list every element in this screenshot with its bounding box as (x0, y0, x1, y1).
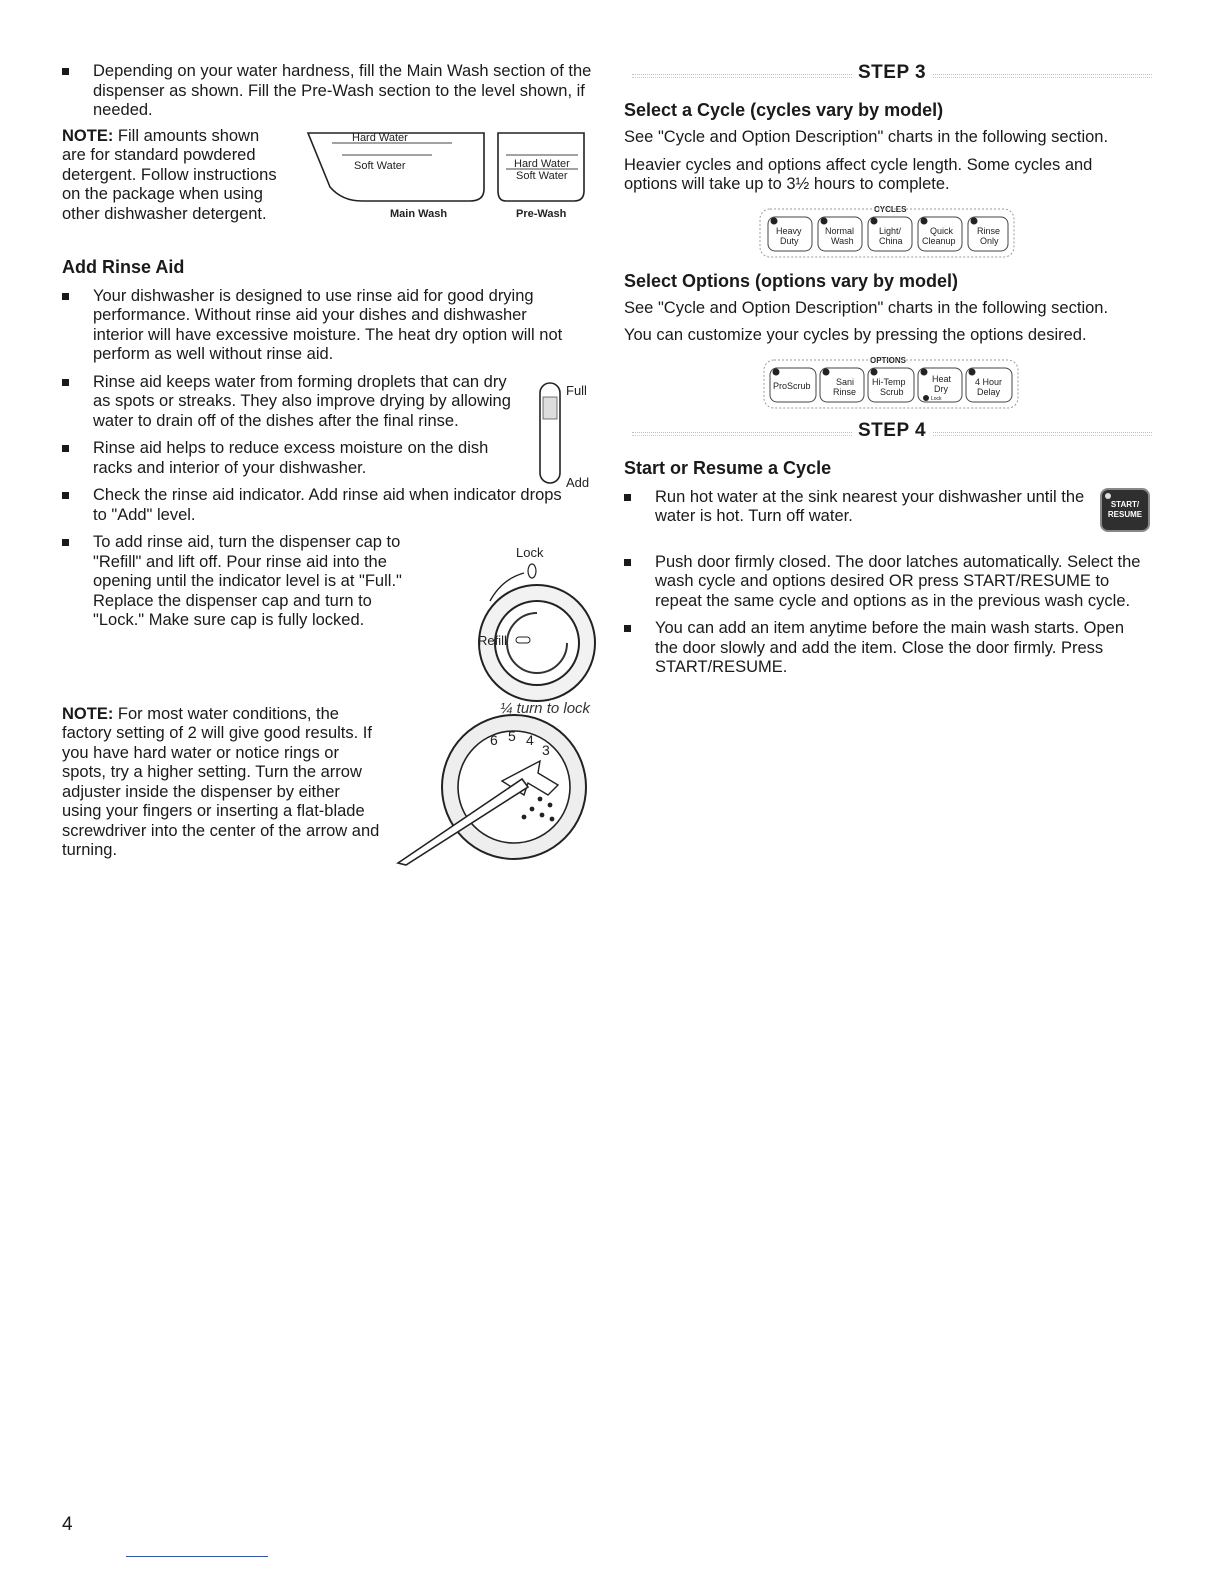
start-led (1105, 493, 1111, 499)
right-column (624, 62, 1164, 686)
options-paragraph: See "Cycle and Option Description" charts in the following section. (624, 298, 1109, 317)
option-led (773, 368, 780, 375)
cycle-button-quick-cleanup[interactable] (918, 217, 962, 251)
start-bullet: Push door firmly closed. The door latches automatically. Select the wash cycle and options desired OR press START/RESUME to repeat the same cycle and options as in the previous wash cycle. (624, 553, 1155, 612)
cycle-label: Normal (825, 225, 855, 236)
start-resume-heading: Start or Resume a Cycle (624, 457, 832, 478)
cycle-button-normal-wash[interactable] (818, 217, 862, 251)
select-cycle-heading: Select a Cycle (cycles vary by model) (624, 100, 944, 120)
fill-note (62, 127, 287, 225)
option-label: Heat (932, 373, 952, 384)
main-soft-label: Soft Water (354, 159, 406, 172)
cycle-paragraph: See "Cycle and Option Description" charts in the following section. (624, 128, 1109, 146)
cycle-button-heavy-duty[interactable] (768, 217, 812, 251)
main-wash-label: Main Wash (390, 207, 448, 219)
cap-caption: ¼ turn to lock (500, 699, 591, 717)
option-label: Hi-Temp (872, 376, 906, 387)
lock-led (923, 395, 929, 401)
rinse-indicator-diagram (532, 375, 596, 495)
start-resume-button[interactable] (1100, 488, 1150, 532)
option-led (823, 368, 830, 375)
cycle-label: Duty (780, 235, 799, 246)
cycle-label: Cleanup (922, 235, 956, 246)
adjust-note (62, 705, 382, 861)
pre-hard-label: Hard Water (514, 157, 570, 170)
option-label: Dry (934, 383, 948, 394)
rinse-bullet: To add rinse aid, turn the dispenser cap to "Refill" and lift off. Pour rinse aid into the opening until the indicator level is at "Full." Replace the dispenser cap and turn to "Lock." Make sure cap is fully locked. (62, 533, 403, 631)
dispenser-cap-diagram (402, 527, 602, 717)
cycles-panel (758, 203, 1018, 259)
option-button-sani-rinse[interactable] (820, 368, 864, 402)
step-3-bar (624, 62, 1164, 88)
fill-note-block (62, 127, 592, 255)
footer-rule (126, 1556, 268, 1557)
cycles-panel-title: CYCLES (874, 204, 907, 214)
left-column (62, 62, 592, 865)
cycle-length-paragraph: Heavier cycles and options affect cycle length. Some cycles and options will take up to 3½ hours to complete. (624, 155, 1093, 193)
cycle-led (921, 217, 928, 224)
cycle-label: Wash (831, 235, 854, 246)
cycle-label: Only (980, 235, 999, 246)
option-button-hi-temp-scrub[interactable] (868, 368, 914, 402)
main-hard-label: Hard Water (352, 131, 408, 144)
options-customize-paragraph: You can customize your cycles by pressing the options desired. (624, 326, 1087, 344)
cap-refill-label: Refill (478, 632, 507, 648)
option-label: Scrub (880, 386, 904, 397)
rinse-aid-heading: Add Rinse Aid (62, 256, 185, 277)
start-bullet: You can add an item anytime before the main wash starts. Open the door slowly and add the item. Close the door firmly. Press START/RESUME. (624, 619, 1145, 678)
lock-indicator (528, 564, 536, 578)
step-3-label: STEP 3 (852, 62, 932, 84)
resume-button-label: RESUME (1107, 509, 1143, 519)
adjust-block (62, 705, 592, 865)
cycle-label: Quick (930, 225, 954, 236)
option-label: Delay (977, 386, 1001, 397)
cycle-led (821, 217, 828, 224)
rinse-bullet: Your dishwasher is designed to use rinse aid for good drying performance. Without rinse aid your dishes and dishwasher interior will have excessive moisture. The heat dry option will not perform as well without rinse aid. (62, 287, 573, 365)
adjust-note-label: NOTE: (62, 704, 114, 723)
cycle-led (871, 217, 878, 224)
option-label: Sani (836, 376, 855, 387)
option-button-heat-dry[interactable] (918, 368, 962, 402)
dial-number: 3 (542, 741, 550, 758)
options-panel (762, 354, 1022, 410)
cycle-led (971, 217, 978, 224)
select-options-heading: Select Options (options vary by model) (624, 270, 959, 291)
fill-note-text: Fill amounts shown are for standard powdered detergent. Follow instructions on the package when using other dishwasher detergent. (62, 126, 277, 223)
rinse-bullet: Rinse aid helps to reduce excess moisture on the dish racks and interior of your dishwasher. (62, 439, 513, 478)
cycle-label: China (879, 235, 903, 246)
fill-note-label: NOTE: (62, 126, 114, 145)
start-bullet: Run hot water at the sink nearest your dishwasher until the water is hot. Turn off water. (624, 488, 1085, 527)
cycle-label: Light/ (879, 225, 902, 236)
fill-bullet: Depending on your water hardness, fill the Main Wash section of the dispenser as shown. Fill the Pre-Wash section to the level shown, if needed. (62, 62, 593, 121)
cap-lock-label: Lock (516, 544, 544, 560)
cycle-button-light-china[interactable] (868, 217, 912, 251)
start-list (624, 488, 1164, 678)
option-label: 4 Hour (975, 376, 1003, 387)
option-label: Rinse (833, 386, 857, 397)
page-number: 4 (62, 1514, 73, 1535)
option-led (969, 368, 976, 375)
indicator-full-label: Full (566, 382, 587, 398)
step-4-bar (624, 420, 1164, 446)
arrow-adjuster-diagram (390, 701, 590, 866)
step-4-label: STEP 4 (852, 420, 932, 442)
cycle-label: Heavy (776, 225, 802, 236)
indicator-add-label: Add (566, 474, 590, 490)
cycle-label: Rinse (977, 225, 1001, 236)
indicator-level (543, 397, 557, 419)
cycle-led (771, 217, 778, 224)
fill-list (62, 62, 592, 121)
option-button-proscrub[interactable] (770, 368, 816, 402)
option-button-4-hour-delay[interactable] (966, 368, 1012, 402)
start-button-label: START/ (1110, 499, 1140, 509)
rinse-bullet: Rinse aid keeps water from forming droplets that can dry as spots or streaks. They also improve drying by allowing water to drain off of the dishes after the final rinse. (62, 373, 513, 432)
option-led (871, 368, 878, 375)
dial-number: 5 (508, 727, 516, 744)
cycle-button-rinse-only[interactable] (968, 217, 1008, 251)
detergent-dispenser-diagram (302, 129, 592, 219)
rinse-bullet: Check the rinse aid indicator. Add rinse aid when indicator drops to "Add" level. (62, 486, 563, 525)
option-lock-label: Lock (931, 395, 942, 402)
start-block (624, 488, 1164, 678)
pre-soft-label: Soft Water (516, 169, 568, 182)
option-label: ProScrub (773, 380, 811, 391)
option-led (921, 368, 928, 375)
options-panel-title: OPTIONS (870, 355, 907, 365)
dial-number: 4 (526, 731, 534, 748)
adjust-note-text: For most water conditions, the factory setting of 2 will give good results. If you have hard water or notice rings or spots, try a higher setting. Turn the arrow adjuster inside the dispenser by either using your fingers or inserting a flat-blade screwdriver into the center of the arrow and turning. (62, 704, 380, 859)
dial-number: 6 (490, 731, 498, 748)
pre-wash-label: Pre-Wash (516, 207, 567, 219)
